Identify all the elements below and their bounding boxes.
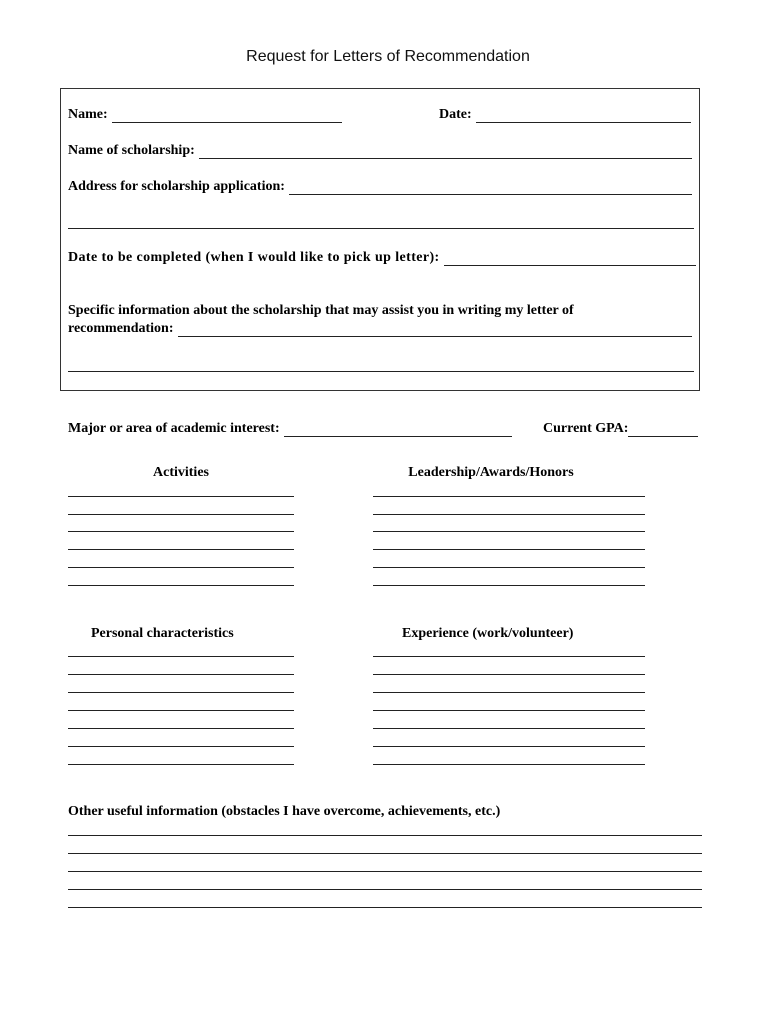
other-info-line[interactable] <box>68 853 702 854</box>
personal-line[interactable] <box>68 692 294 693</box>
address-field[interactable] <box>68 179 692 195</box>
experience-line[interactable] <box>373 764 645 765</box>
page-title: Request for Letters of Recommendation <box>246 48 530 65</box>
leadership-line[interactable] <box>373 567 645 568</box>
leadership-line[interactable] <box>373 531 645 532</box>
leadership-heading: Leadership/Awards/Honors <box>408 465 574 480</box>
leadership-line[interactable] <box>373 514 645 515</box>
other-info-line[interactable] <box>68 889 702 890</box>
activities-line[interactable] <box>68 531 294 532</box>
experience-line[interactable] <box>373 656 645 657</box>
activities-line[interactable] <box>68 549 294 550</box>
scholarship-label: Name of scholarship: <box>68 143 195 158</box>
activities-line[interactable] <box>68 496 294 497</box>
leadership-line[interactable] <box>373 585 645 586</box>
date-completed-field[interactable] <box>68 250 696 266</box>
other-info-label: Other useful information (obstacles I have overcome, achievements, etc.) <box>68 804 501 819</box>
activities-line[interactable] <box>68 567 294 568</box>
specific-info-label-1: Specific information about the scholarship that may assist you in writing my letter of <box>68 303 574 318</box>
experience-line[interactable] <box>373 746 645 747</box>
gpa-blank[interactable] <box>628 424 698 437</box>
address-label: Address for scholarship application: <box>68 179 285 194</box>
personal-line[interactable] <box>68 656 294 657</box>
experience-line[interactable] <box>373 692 645 693</box>
personal-line[interactable] <box>68 674 294 675</box>
other-info-line[interactable] <box>68 907 702 908</box>
activities-heading: Activities <box>153 465 209 480</box>
personal-line[interactable] <box>68 710 294 711</box>
leadership-line[interactable] <box>373 496 645 497</box>
specific-info-field[interactable] <box>68 321 692 337</box>
name-label: Name: <box>68 107 108 122</box>
other-info-line[interactable] <box>68 835 702 836</box>
personal-line[interactable] <box>68 764 294 765</box>
name-field[interactable] <box>68 107 342 123</box>
scholarship-field[interactable] <box>68 143 692 159</box>
experience-heading: Experience (work/volunteer) <box>402 626 574 641</box>
address-blank[interactable] <box>289 182 692 195</box>
activities-line[interactable] <box>68 514 294 515</box>
date-completed-blank[interactable] <box>444 253 696 266</box>
leadership-line[interactable] <box>373 549 645 550</box>
personal-line[interactable] <box>68 728 294 729</box>
major-field[interactable] <box>68 421 512 437</box>
date-completed-label: Date to be completed (when I would like to pick up letter): <box>68 250 440 265</box>
name-blank[interactable] <box>112 110 342 123</box>
date-label: Date: <box>439 107 472 122</box>
specific-info-label-2: recommendation: <box>68 321 174 336</box>
specific-info-blank[interactable] <box>178 324 693 337</box>
other-info-line[interactable] <box>68 871 702 872</box>
address-blank-line-2[interactable] <box>68 228 694 229</box>
info-box <box>60 88 700 391</box>
experience-line[interactable] <box>373 728 645 729</box>
personal-line[interactable] <box>68 746 294 747</box>
date-blank[interactable] <box>476 110 691 123</box>
major-label: Major or area of academic interest: <box>68 421 280 436</box>
experience-line[interactable] <box>373 710 645 711</box>
gpa-label: Current GPA: <box>543 421 629 436</box>
specific-info-blank-line-2[interactable] <box>68 371 694 372</box>
major-blank[interactable] <box>284 424 512 437</box>
scholarship-blank[interactable] <box>199 146 692 159</box>
experience-line[interactable] <box>373 674 645 675</box>
gpa-field[interactable] <box>543 421 698 437</box>
personal-heading: Personal characteristics <box>91 626 234 641</box>
activities-line[interactable] <box>68 585 294 586</box>
date-field[interactable] <box>439 107 691 123</box>
